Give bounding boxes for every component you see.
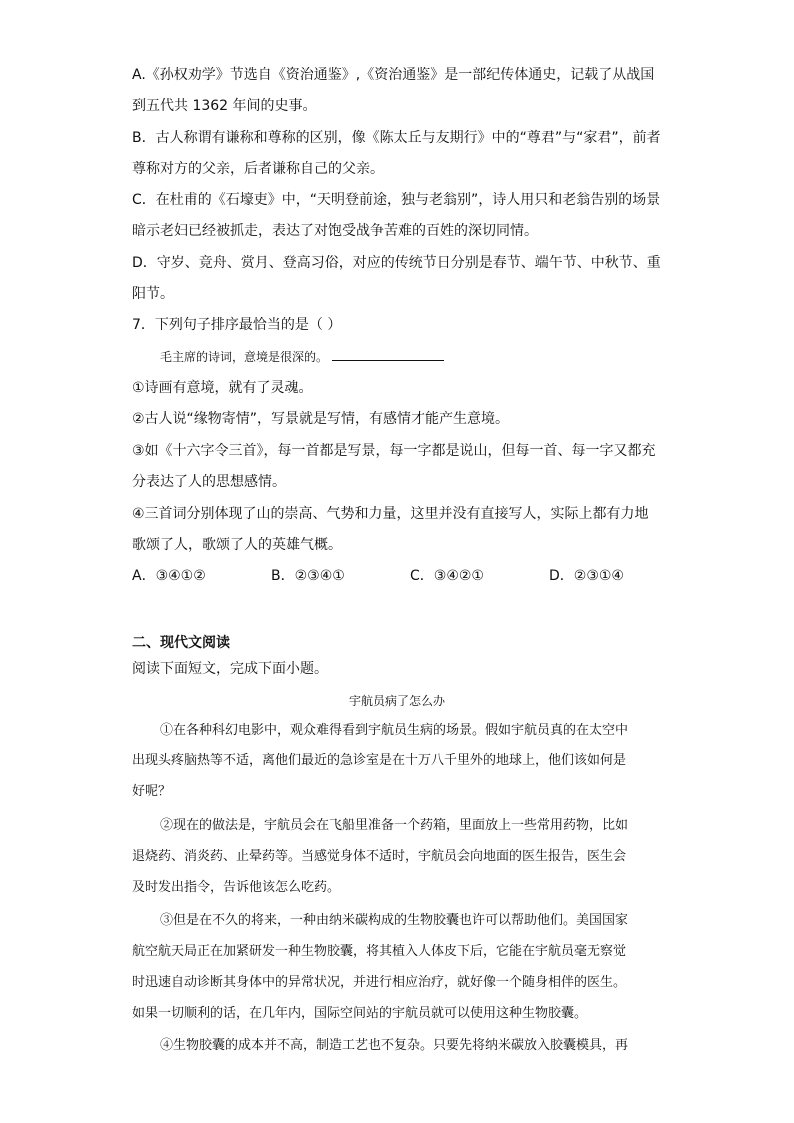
- q7-stem: 7．下列句子排序最恰当的是（ ）: [132, 317, 342, 333]
- q7-sentence-4-line1: ④三首词分别体现了山的崇高、气势和力量，这里并没有直接写人，实际上都有力地: [132, 506, 649, 522]
- q7-sentence-3-line2: 分表达了人的思想感情。: [132, 474, 286, 490]
- section-instruction: 阅读下面短文，完成下面小题。: [132, 661, 328, 677]
- q7-choice-b: B．②③④①: [271, 568, 345, 584]
- q7-sentence-3-line1: ③如《十六字令三首》，每一首都是写景，每一字都是说山，但每一首、每一字又都充: [132, 443, 656, 459]
- q6-option-b-line2: 尊称对方的父亲，后者谦称自己的父亲。: [132, 161, 384, 177]
- q6-option-d-line2: 阳节。: [132, 286, 174, 302]
- q6-option-a-line2: 到五代共 1362 年间的史事。: [132, 98, 317, 114]
- paragraph-2-line3: 及时发出指令，告诉他该怎么吃药。: [132, 880, 341, 895]
- article-title: 宇航员病了怎么办: [348, 694, 445, 708]
- paragraph-3-line4: 如果一切顺利的话，在几年内，国际空间站的宇航员就可以使用这种生物胶囊。: [132, 1006, 588, 1021]
- section-heading: 二、现代文阅读: [132, 635, 230, 651]
- paragraph-4-line1: ④生物胶囊的成本并不高，制造工艺也不复杂。只要先将纳米碳放入胶囊模具，再: [160, 1038, 629, 1053]
- paragraph-1-line2: 出现头疼脑热等不适，离他们最近的急诊室是在十万八千里外的地球上，他们该如何是: [132, 753, 627, 768]
- q6-option-c-line1: C．在杜甫的《石壕吏》中，“天明登前途，独与老翁别”，诗人用只和老翁告别的场景: [132, 192, 661, 208]
- answer-blank: [332, 348, 444, 361]
- paragraph-3-line2: 航空航天局正在加紧研发一种生物胶囊，将其植入人体皮下后，它能在宇航员毫无察觉: [132, 944, 627, 959]
- paragraph-3-line1: ③但是在不久的将来，一种由纳米碳构成的生物胶囊也许可以帮助他们。美国国家: [160, 913, 629, 928]
- paragraph-2-line1: ②现在的做法是，宇航员会在飞船里准备一个药箱，里面放上一些常用药物，比如: [160, 818, 629, 833]
- q7-sentence-2: ②古人说“缘物寄情”，写景就是写情，有感情才能产生意境。: [132, 411, 510, 427]
- q7-lead-sentence: [160, 348, 444, 366]
- paragraph-1-line3: 好呢？: [132, 784, 172, 799]
- q6-option-b-line1: B．古人称谓有谦称和尊称的区别，像《陈太丘与友期行》中的“尊君”与“家君”，前者: [132, 130, 661, 146]
- q7-lead-text: 毛主席的诗词，意境是很深的。: [160, 350, 329, 364]
- paragraph-2-line2: 退烧药、消炎药、止晕药等。当感觉身体不适时，宇航员会向地面的医生报告，医生会: [132, 849, 627, 864]
- paragraph-3-line3: 时迅速自动诊断其身体中的异常状况，并进行相应治疗，就好像一个随身相伴的医生。: [132, 975, 627, 990]
- q7-sentence-1: ①诗画有意境，就有了灵魂。: [132, 380, 313, 396]
- q6-option-c-line2: 暗示老妇已经被抓走，表达了对饱受战争苦难的百姓的深切同情。: [132, 223, 538, 239]
- paragraph-1-line1: ①在各种科幻电影中，观众难得看到宇航员生病的场景。假如宇航员真的在太空中: [160, 723, 629, 738]
- q7-choice-a: A．③④①②: [132, 568, 206, 584]
- q7-sentence-4-line2: 歌颂了人，歌颂了人的英雄气概。: [132, 537, 342, 553]
- q6-option-a-line1: A.《孙权劝学》节选自《资治通鉴》,《资治通鉴》是一部纪传体通史，记载了从战国: [132, 67, 655, 83]
- q7-choice-c: C．③④②①: [410, 568, 484, 584]
- q6-option-d-line1: D．守岁、竞舟、赏月、登高习俗，对应的传统节日分别是春节、端午节、中秋节、重: [132, 255, 661, 271]
- q7-choice-d: D．②③①④: [549, 568, 624, 584]
